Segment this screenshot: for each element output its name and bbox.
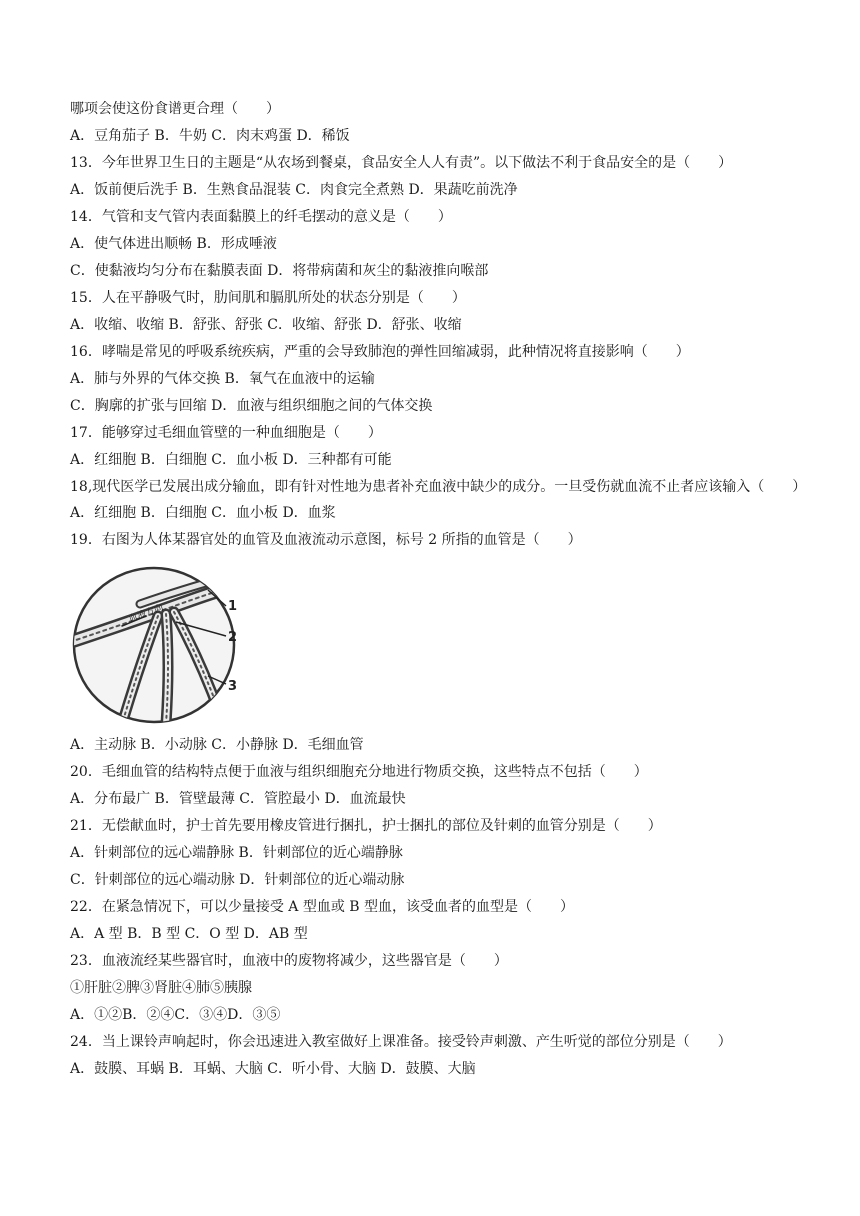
answer-options: C．胸廓的扩张与回缩 D．血液与组织细胞之间的气体交换: [70, 398, 433, 414]
blood-vessel-illustration: [70, 564, 250, 726]
answer-options: A．针刺部位的远心端静脉 B．针刺部位的近心端静脉: [70, 845, 403, 861]
answer-options: A．主动脉 B．小动脉 C．小静脉 D．毛细血管: [70, 737, 364, 753]
question-18: 18,现代医学已发展出成分输血，即有针对性地为患者补充血液中缺少的成分。一旦受伤就血流不止者应该输入（ ）: [70, 479, 807, 495]
answer-options: A．饭前便后洗手 B．生熟食品混装 C．肉食完全煮熟 D．果蔬吃前洗净: [70, 182, 518, 198]
answer-options: C．针刺部位的远心端动脉 D．针刺部位的近心端动脉: [70, 872, 405, 888]
answer-options: A．豆角茄子 B．牛奶 C．肉末鸡蛋 D．稀饭: [70, 128, 350, 144]
answer-options: A．鼓膜、耳蜗 B．耳蜗、大脑 C．听小骨、大脑 D．鼓膜、大脑: [70, 1061, 476, 1077]
question-17: 17．能够穿过毛细血管壁的一种血细胞是（ ）: [70, 425, 382, 441]
answer-options: A．红细胞 B．白细胞 C．血小板 D．三种都有可能: [70, 452, 392, 468]
question-24: 24．当上课铃声响起时，你会迅速进入教室做好上课准备。接受铃声刺激、产生听觉的部位分别是（ ）: [70, 1034, 732, 1050]
question-23: 23．血液流经某些器官时，血液中的废物将减少，这些器官是（ ）: [70, 953, 508, 969]
question-16: 16．哮喘是常见的呼吸系统疾病，严重的会导致肺泡的弹性回缩减弱，此种情况将直接影响（ ）: [70, 344, 690, 360]
organ-list: ①肝脏②脾③肾脏④肺⑤胰腺: [70, 980, 252, 996]
label-3: 3: [228, 679, 238, 694]
label-1: 1: [228, 599, 238, 614]
question-20: 20．毛细血管的结构特点便于血液与组织细胞充分地进行物质交换，这些特点不包括（ ）: [70, 764, 648, 780]
flow-direction-label: 血液方向: [127, 603, 165, 625]
question-19: 19．右图为人体某器官处的血管及血液流动示意图，标号 2 所指的血管是（ ）: [70, 532, 582, 548]
question-14: 14．气管和支气管内表面黏膜上的纤毛摆动的意义是（ ）: [70, 209, 452, 225]
answer-options: A．红细胞 B．白细胞 C．血小板 D．血浆: [70, 505, 336, 521]
answer-options: A．①②B．②④C．③④D．③⑤: [70, 1007, 281, 1023]
question-15: 15．人在平静吸气时，肋间肌和膈肌所处的状态分别是（ ）: [70, 290, 466, 306]
question-22: 22．在紧急情况下，可以少量接受 A 型血或 B 型血，该受血者的血型是（ ）: [70, 899, 575, 915]
answer-options: A．使气体进出顺畅 B．形成唾液: [70, 236, 277, 252]
text-line: 哪项会使这份食谱更合理（ ）: [70, 101, 280, 117]
label-2: 2: [228, 630, 238, 645]
answer-options: A．肺与外界的气体交换 B．氧气在血液中的运输: [70, 371, 375, 387]
blood-vessel-diagram: [70, 564, 250, 726]
answer-options: A．收缩、收缩 B．舒张、舒张 C．收缩、舒张 D．舒张、收缩: [70, 317, 462, 333]
question-13: 13．今年世界卫生日的主题是“从农场到餐桌，食品安全人人有责”。以下做法不利于食品安全的是（ ）: [70, 155, 733, 171]
question-text-block: [70, 96, 810, 1083]
answer-options: A．分布最广 B．管壁最薄 C．管腔最小 D．血流最快: [70, 791, 406, 807]
answer-options: A．A 型 B．B 型 C．O 型 D．AB 型: [70, 926, 308, 942]
question-21: 21．无偿献血时，护士首先要用橡皮管进行捆扎，护士捆扎的部位及针刺的血管分别是（ ）: [70, 818, 662, 834]
answer-options: C．使黏液均匀分布在黏膜表面 D．将带病菌和灰尘的黏液推向喉部: [70, 263, 489, 279]
